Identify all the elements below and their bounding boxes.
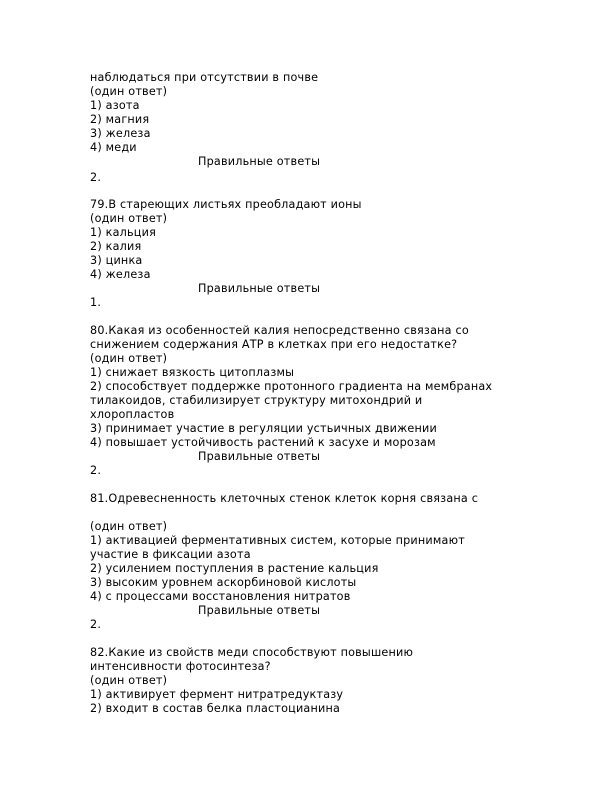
correct-answers-heading: Правильные ответы xyxy=(198,155,321,168)
option: 1) активирует фермент нитратредуктазу xyxy=(90,688,344,701)
option: 3) железа xyxy=(90,127,151,140)
option: 1) активацией ферментативных систем, которые принимают xyxy=(90,534,465,547)
question-text: интенсивности фотосинтеза? xyxy=(90,660,271,673)
question-text: 81.Одревесненность клеточных стенок клеток корня связана с xyxy=(90,492,479,505)
correct-answer: 2. xyxy=(90,464,102,477)
option: 2) входит в состав белка пластоцианина xyxy=(90,702,341,715)
question-text: 79.В стареющих листьях преобладают ионы xyxy=(90,198,362,211)
question-text: снижением содержания АТР в клетках при его недостатке? xyxy=(90,338,458,351)
option: 4) с процессами восстановления нитратов xyxy=(90,590,351,603)
option-continuation: тилакоидов, стабилизирует структуру митохондрий и xyxy=(90,394,423,407)
option: 3) принимает участие в регуляции устьичных движении xyxy=(90,422,437,435)
correct-answers-heading: Правильные ответы xyxy=(198,282,321,295)
question-text: наблюдаться при отсутствии в почве xyxy=(90,71,319,84)
answer-type: (один ответ) xyxy=(90,352,168,365)
answer-type: (один ответ) xyxy=(90,520,168,533)
option: 1) снижает вязкость цитоплазмы xyxy=(90,366,295,379)
option: 4) меди xyxy=(90,141,137,154)
option-continuation: хлоропластов xyxy=(90,408,175,421)
option: 4) железа xyxy=(90,268,151,281)
option: 2) способствует поддержке протонного градиента на мембранах xyxy=(90,380,493,393)
option: 4) повышает устойчивость растений к засухе и морозам xyxy=(90,436,436,449)
answer-type: (один ответ) xyxy=(90,674,168,687)
answer-type: (один ответ) xyxy=(90,85,168,98)
correct-answer: 1. xyxy=(90,296,102,309)
correct-answers-heading: Правильные ответы xyxy=(198,604,321,617)
correct-answer: 2. xyxy=(90,618,102,631)
correct-answers-heading: Правильные ответы xyxy=(198,450,321,463)
option-continuation: участие в фиксации азота xyxy=(90,548,251,561)
option: 2) усилением поступления в растение кальция xyxy=(90,562,379,575)
option: 2) калия xyxy=(90,240,142,253)
option: 2) магния xyxy=(90,113,150,126)
option: 1) азота xyxy=(90,99,140,112)
question-text: 80.Какая из особенностей калия непосредственно связана со xyxy=(90,324,469,337)
option: 3) высоким уровнем аскорбиновой кислоты xyxy=(90,576,357,589)
answer-type: (один ответ) xyxy=(90,212,168,225)
option: 3) цинка xyxy=(90,254,143,267)
question-text: 82.Какие из свойств меди способствуют повышению xyxy=(90,646,414,659)
correct-answer: 2. xyxy=(90,171,102,184)
option: 1) кальция xyxy=(90,226,157,239)
